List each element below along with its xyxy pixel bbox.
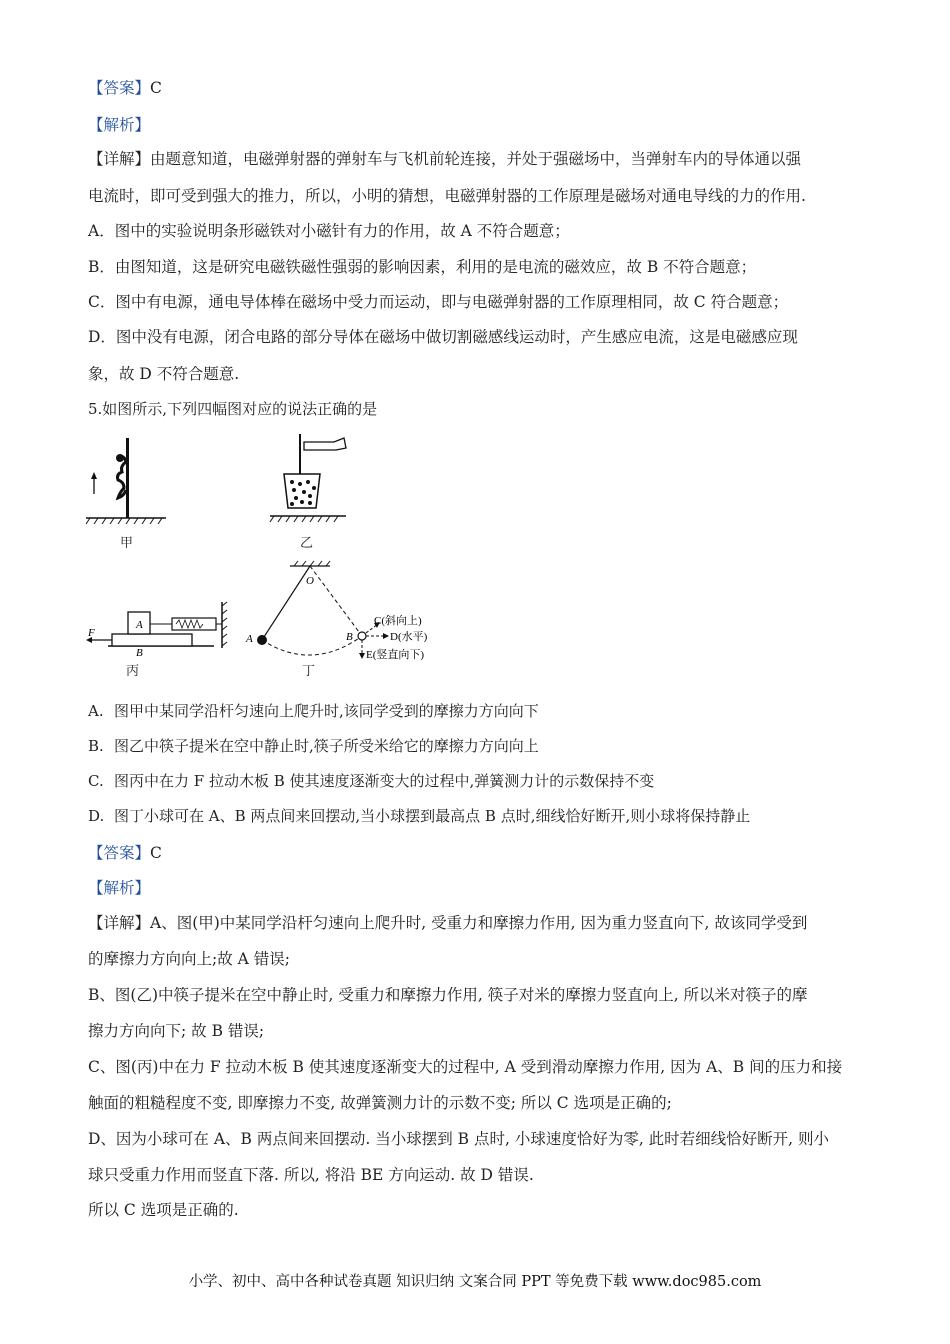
option-key: C. (88, 772, 104, 790)
detail-tag: 【详解】 (88, 150, 151, 168)
analysis-tag: 【解析】 (88, 879, 151, 897)
label-C-direction: C(斜向上) (374, 615, 422, 627)
q5-option-d (88, 805, 750, 826)
q5-option-b (88, 735, 539, 756)
option-text: 图乙中筷子提米在空中静止时,筷子所受米给它的摩擦力方向向上 (114, 737, 539, 755)
q5-analysis-tag (88, 876, 150, 898)
q5-option-a (88, 700, 539, 721)
q5-detail-line-2: 的摩擦力方向向上;故 A 错误; (88, 950, 290, 968)
figure-jia (84, 436, 174, 546)
q4-option-b: B．由图知道，这是研究电磁铁磁性强弱的影响因素，利用的是电流的磁效应，故 B 不符合题意； (88, 258, 757, 276)
label-A-point: A (246, 633, 253, 645)
q4-option-c: C．图中有电源，通电导体棒在磁场中受力而运动，即与电磁弹射器的工作原理相同，故 C 符合题意； (88, 293, 789, 311)
q5-option-c (88, 770, 654, 791)
q5-detail-line-7: D、因为小球可在 A、B 两点间来回摆动. 当小球摆到 B 点时, 小球速度恰好为零, 此时若细线恰好断开, 则小 (88, 1130, 830, 1148)
q5-detail-line-1 (88, 911, 807, 933)
label-A-block: A (136, 619, 143, 631)
figure-bing-label: 丙 (126, 664, 140, 679)
figure-yi-label: 乙 (300, 536, 314, 551)
label-E-direction: E(竖直向下) (366, 649, 425, 661)
label-D-direction: D(水平) (390, 631, 428, 643)
figure-bing (84, 598, 230, 658)
label-F: F (88, 627, 95, 639)
q5-detail-line-6: 触面的粗糙程度不变, 即摩擦力不变, 故弹簧测力计的示数不变; 所以 C 选项是正确的; (88, 1094, 672, 1112)
answer-value: C (150, 79, 162, 97)
q5-detail-line-4: 擦力方向向下; 故 B 错误; (88, 1022, 265, 1040)
option-key: A. (88, 702, 104, 720)
q4-option-d-line-2: 象，故 D 不符合题意. (88, 365, 240, 383)
analysis-tag: 【解析】 (88, 116, 151, 134)
answer-tag: 【答案】 (88, 79, 151, 97)
figure-ding (240, 560, 440, 664)
answer-value: C (150, 844, 162, 862)
q5-detail-line-9: 所以 C 选项是正确的. (88, 1201, 239, 1219)
option-text: 图丙中在力 F 拉动木板 B 使其速度逐渐变大的过程中,弹簧测力计的示数保持不变 (114, 772, 655, 790)
q5-answer-line (88, 841, 162, 863)
q5-detail-line-8: 球只受重力作用而竖直下落. 所以, 将沿 BE 方向运动. 故 D 错误. (88, 1166, 534, 1184)
q4-option-d-line-1: D．图中没有电源，闭合电路的部分导体在磁场中做切割磁感线运动时，产生感应电流，这是电磁感应现 (88, 328, 798, 346)
q5-detail-line-5: C、图(丙)中在力 F 拉动木板 B 使其速度逐渐变大的过程中, A 受到滑动摩擦力作用, 因为 A、B 间的压力和接 (88, 1058, 843, 1076)
detail-text: 由题意知道，电磁弹射器的弹射车与飞机前轮连接，并处于强磁场中，当弹射车内的导体通以强 (150, 150, 802, 168)
q5-detail-line-3: B、图(乙)中筷子提米在空中静止时, 受重力和摩擦力作用, 筷子对米的摩擦力竖直向上, 所以米对筷子的摩 (88, 986, 808, 1004)
q4-answer-line (88, 76, 162, 98)
option-key: D. (88, 807, 105, 825)
label-O: O (306, 575, 314, 587)
q4-detail-line-1 (88, 147, 801, 169)
figure-ding-label: 丁 (302, 664, 316, 679)
answer-tag: 【答案】 (88, 844, 151, 862)
q5-stem: 5.如图所示,下列四幅图对应的说法正确的是 (88, 400, 378, 418)
option-text: 图丁小球可在 A、B 两点间来回摆动,当小球摆到最高点 B 点时,细线恰好断开,则小球将保持静止 (114, 807, 751, 825)
detail-text: A、图(甲)中某同学沿杆匀速向上爬升时, 受重力和摩擦力作用, 因为重力竖直向下, 故该同学受到 (150, 914, 808, 932)
page-footer: 小学、初中、高中各种试卷真题 知识归纳 文案合同 PPT 等免费下载 www.doc985.com (188, 1274, 762, 1290)
label-B-board: B (136, 647, 143, 658)
figure-jia-label: 甲 (120, 536, 134, 551)
label-B-point: B (346, 631, 353, 643)
option-key: B. (88, 737, 104, 755)
q4-detail-line-2: 电流时，即可受到强大的推力，所以，小明的猜想，电磁弹射器的工作原理是磁场对通电导线的力的作用. (88, 187, 806, 205)
detail-tag: 【详解】 (88, 914, 151, 932)
figure-yi (266, 430, 356, 530)
option-text: 图甲中某同学沿杆匀速向上爬升时,该同学受到的摩擦力方向向下 (114, 702, 539, 720)
q4-option-a: A．图中的实验说明条形磁铁对小磁针有力的作用，故 A 不符合题意； (88, 222, 570, 240)
q4-analysis-tag (88, 113, 150, 135)
